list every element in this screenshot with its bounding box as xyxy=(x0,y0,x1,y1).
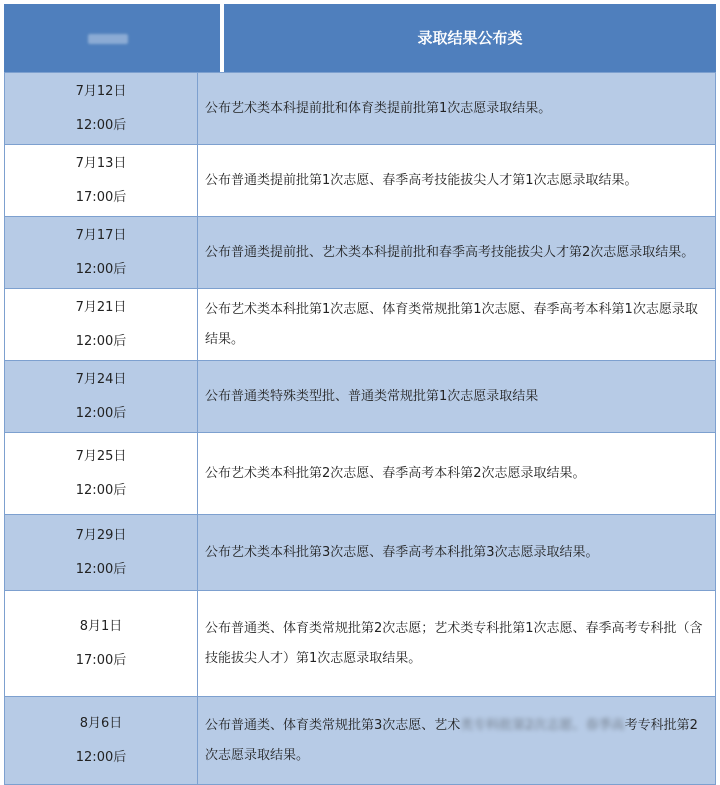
date-time-cell xyxy=(5,361,198,433)
table-row xyxy=(5,73,716,145)
date-time-cell xyxy=(5,73,198,145)
event-cell: 公布普通类、体育类常规批第2次志愿；艺术类专科批第1次志愿、春季高考专科批（含技能拔尖人才）第1次志愿录取结果。 xyxy=(198,591,716,697)
table-row xyxy=(5,515,716,591)
faded-header-mark xyxy=(88,34,128,44)
time: 12:00后 xyxy=(75,749,127,765)
time: 12:00后 xyxy=(75,405,127,421)
date-time-cell xyxy=(5,697,198,785)
date: 7月17日 xyxy=(75,227,127,243)
date: 8月1日 xyxy=(79,618,123,634)
event-cell: 公布艺术类本科批第1次志愿、体育类常规批第1次志愿、春季高考本科第1次志愿录取结果。 xyxy=(198,289,716,361)
date: 7月24日 xyxy=(75,371,127,387)
table-row xyxy=(5,145,716,217)
event-cell: 公布艺术类本科提前批和体育类提前批第1次志愿录取结果。 xyxy=(198,73,716,145)
table-title: 录取结果公布类 xyxy=(417,29,523,47)
watermark-obscured-text: 类专科批第2次志愿、春季高 xyxy=(460,717,625,733)
table-row xyxy=(5,591,716,697)
time: 12:00后 xyxy=(75,117,127,133)
event-cell: 公布普通类提前批第1次志愿、春季高考技能拔尖人才第1次志愿录取结果。 xyxy=(198,145,716,217)
time: 17:00后 xyxy=(75,652,127,668)
date-time-cell xyxy=(5,433,198,515)
date: 7月29日 xyxy=(75,527,127,543)
event-text-end: 考专科批第2次志愿录取结果。 xyxy=(205,717,698,763)
schedule-table xyxy=(4,72,716,785)
table-row xyxy=(5,433,716,515)
event-cell: 公布艺术类本科批第2次志愿、春季高考本科第2次志愿录取结果。 xyxy=(198,433,716,515)
time: 12:00后 xyxy=(75,561,127,577)
date-time-cell xyxy=(5,515,198,591)
time: 17:00后 xyxy=(75,189,127,205)
date-time-cell xyxy=(5,217,198,289)
event-cell: 公布普通类提前批、艺术类本科提前批和春季高考技能拔尖人才第2次志愿录取结果。 xyxy=(198,217,716,289)
date: 8月6日 xyxy=(79,715,123,731)
event-cell: 公布艺术类本科批第3次志愿、春季高考本科批第3次志愿录取结果。 xyxy=(198,515,716,591)
time-column-header xyxy=(4,4,216,72)
table-row xyxy=(5,217,716,289)
event-cell: 公布普通类特殊类型批、普通类常规批第1次志愿录取结果 xyxy=(198,361,716,433)
date-time-cell xyxy=(5,145,198,217)
date: 7月21日 xyxy=(75,299,127,315)
table-row xyxy=(5,697,716,785)
time: 12:00后 xyxy=(75,482,127,498)
date-time-cell xyxy=(5,591,198,697)
time: 12:00后 xyxy=(75,261,127,277)
date: 7月25日 xyxy=(75,448,127,464)
event-cell xyxy=(198,697,716,785)
time: 12:00后 xyxy=(75,333,127,349)
date: 7月13日 xyxy=(75,155,127,171)
table-row xyxy=(5,289,716,361)
date-time-cell xyxy=(5,289,198,361)
table-row xyxy=(5,361,716,433)
event-text-start: 公布普通类、体育类常规批第3次志愿、艺术 xyxy=(205,717,461,733)
date: 7月12日 xyxy=(75,83,127,99)
table-header xyxy=(4,4,716,73)
